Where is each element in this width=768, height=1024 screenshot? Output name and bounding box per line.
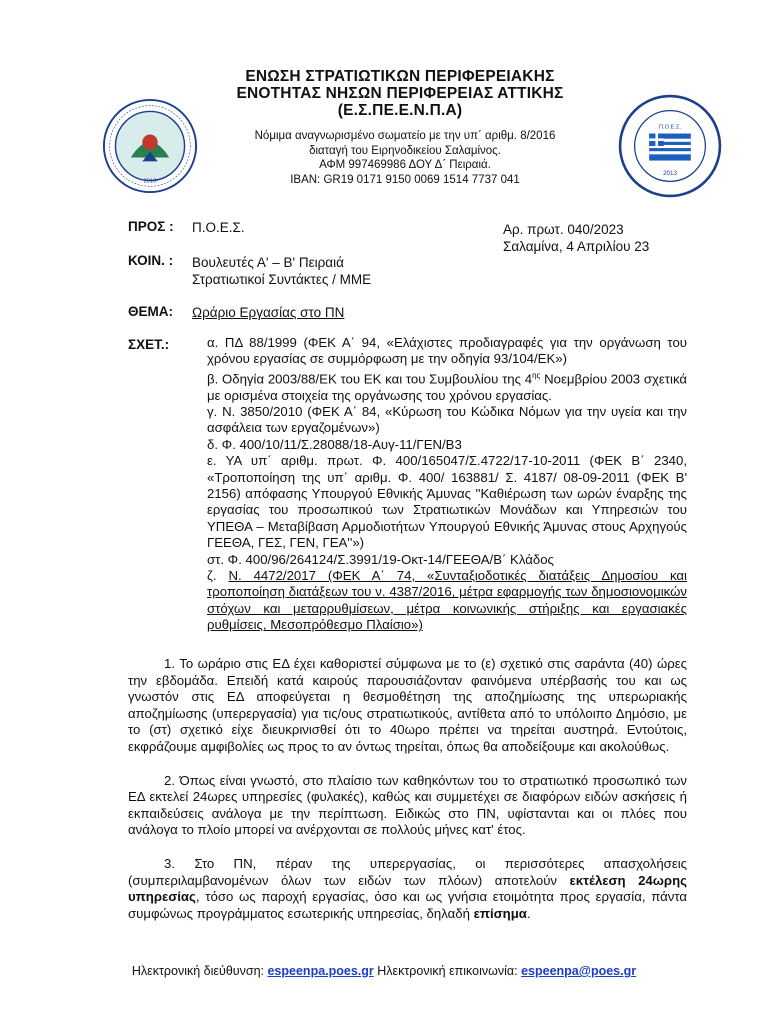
paragraph-2: 2. Όπως είναι γνωστό, στο πλαίσιο των καθηκόντων του το στρατιωτικό προσωπικό των ΕΔ εκτελεί 24ωρες υπηρεσίες (φυλακές), καθώς και συμμετέχει σε διαφόρων ειδών ασκήσεις ή εκπαιδεύσεις ανάλογα με την περίπτωση. Ειδικώς στο ΠΝ, υφίστανται και οι πλόες που ανάλογα το πλοίο μπορεί να ανέρχονται σε πολλούς μήνες κατ' έτος.	[128, 772, 687, 838]
related-label: ΣΧΕΤ.:	[128, 337, 170, 352]
reference-b	[207, 368, 687, 404]
info-line-3: ΑΦΜ 997469986 ΔΟΥ Δ΄ Πειραιά.	[319, 159, 491, 171]
reference-a: α. ΠΔ 88/1999 (ΦΕΚ Α΄ 94, «Ελάχιστες προδιαγραφές για την οργάνωση του χρόνου εργασίας σε συμμόρφωση με την οδηγία 93/104/ΕΚ»)	[207, 335, 687, 367]
references-list	[207, 335, 687, 634]
reference-g-prefix: ζ.	[207, 568, 229, 584]
logo-right-year: 2013	[663, 170, 677, 178]
reference-b-pre: β. Οδηγία 2003/88/ΕΚ του ΕΚ και του Συμβουλίου της 4	[207, 371, 533, 387]
reference-d: δ. Φ. 400/10/11/Σ.28088/18-Αυγ-11/ΓΕΝ/Β3	[207, 436, 462, 452]
info-line-4: IBAN: GR19 0171 9150 0069 1514 7737 041	[290, 173, 520, 186]
paragraph-1: 1. Το ωράριο στις ΕΔ έχει καθοριστεί σύμφωνα με το (ε) σχετικό στις σαράντα (40) ώρες την εβδομάδα. Επειδή κατά καιρούς παρουσιάζονταν φαινόμενα υπέρβασής του και ως γνωστόν στις ΕΔ αποφεύγεται η θεσμοθέτηση της αποζημίωσης της υπερωριακής αποζημίωσης (υπερεργασία) για τις/ους στρατιωτικούς, αντίθετα από το υπόλοιπο Δημόσιο, με το (στ) σχετικό είχε διευκρινισθεί ότι το 40ωρο πρέπει να τηρείται αυστηρά. Εντούτοις, εκφράζουμε αμφιβολίες ως προς το αν όντως τηρείται, όπως θα αποδείξουμε και ακολούθως.	[128, 656, 687, 754]
protocol-number: Αρ. πρωτ. 040/2023	[503, 222, 624, 237]
cc-label: ΚΟΙΝ. :	[128, 253, 174, 268]
organization-info	[190, 129, 620, 187]
to-value: Π.Ο.Ε.Σ.	[192, 220, 245, 235]
reference-e: ε. ΥΑ υπ΄ αριθμ. πρωτ. Φ. 400/165047/Σ.4722/17-10-2011 (ΦΕΚ Β΄ 2340, «Τροποποίηση της υπ΄ αριθμ. Φ. 400/ 163881/ Σ. 4187/ 08-09-2011 (ΦΕΚ Β' 2156) απόφασης Υπουργού Εθνικής Άμυνας ''Καθιέρωση των ωρών έναρξης της εργασίας του προσωπικού των Στρατιωτικών Μονάδων και Υπηρεσιών του ΥΠΕΘΑ – Μεταβίβαση Αρμοδιοτήτων Υπουργού Εθνικής Άμυνας στους Αρχηγούς ΓΕΕΘΑ, ΓΕΣ, ΓΕΝ, ΓΕΑ''»)	[207, 453, 687, 551]
paragraph-3-a: 3. Στο ΠΝ, πέραν της υπερεργασίας, οι περισσότερες απασχολήσεις (συμπεριλαμβανομένων όλων των ειδών των πλόων) αποτελούν	[128, 855, 687, 888]
paragraph-3-bold-2: επίσημα	[473, 905, 527, 921]
cc-line-2: Στρατιωτικοί Συντάκτες / ΜΜΕ	[192, 272, 372, 287]
title-line-1: ΕΝΩΣΗ ΣΤΡΑΤΙΩΤΙΚΩΝ ΠΕΡΙΦΕΡΕΙΑΚΗΣ	[245, 68, 555, 85]
poes-federation-seal-icon	[618, 94, 722, 198]
espeenpa-seal-icon	[102, 98, 198, 194]
reference-f: στ. Φ. 400/96/264124/Σ.3991/19-Οκτ-14/ΓΕΕΘΑ/Β΄ Κλάδος	[207, 551, 554, 567]
reference-g-text: Ν. 4472/2017 (ΦΕΚ Α΄ 74, «Συνταξιοδοτικές διατάξεις Δημοσίου και τροποποίηση διατάξεων του ν. 4387/2016, μέτρα εφαρμογής των δημοσιονομικών στόχων και μεταρρυθμίσεων, μέτρα κοινωνικής στήριξης και εργασιακές ρυθμίσεις, Μεσοπρόθεσμο Πλαίσιο»)	[207, 568, 687, 633]
info-line-1: Νόμιμα αναγνωρισμένο σωματείο με την υπ΄ αριθμ. 8/2016	[254, 130, 556, 142]
footer-email-link[interactable]: espeenpa@poes.gr	[521, 964, 637, 978]
reference-b-sup: ης	[532, 370, 541, 380]
organization-title	[190, 68, 610, 119]
paragraph-3-c: , τόσο ως παροχή εργασίας, όσο και ως γνήσια ετοιμότητα προς εργασία, πάντα συμφώνως προγράμματος εσωτερικής υπηρεσίας, δηλαδή	[128, 889, 687, 921]
logo-left-year: 2016	[143, 178, 157, 185]
cc-line-1: Βουλευτές Α' – Β' Πειραιά	[192, 255, 344, 270]
reference-c: γ. Ν. 3850/2010 (ΦΕΚ Α΄ 84, «Κύρωση του Κώδικα Νόμων για την υγεία και την ασφάλεια των εργαζομένων»)	[207, 404, 687, 436]
paragraph-3	[128, 856, 687, 922]
info-line-2: διαταγή του Ειρηνοδικείου Σαλαμίνος.	[309, 144, 501, 157]
footer	[0, 964, 768, 978]
reference-b-post: Νοεμβρίου 2003 σχετικά με ορισμένα στοιχεία της οργάνωσης του χρόνου εργασίας.	[207, 371, 687, 403]
footer-website-link[interactable]: espeenpa.poes.gr	[267, 964, 374, 978]
footer-contact-label: Ηλεκτρονική επικοινωνία:	[377, 964, 518, 978]
paragraph-3-bold-1: εκτέλεση 24ωρης υπηρεσίας	[128, 872, 687, 905]
footer-website-label: Ηλεκτρονική διεύθυνση:	[131, 964, 264, 978]
paragraph-3-e: .	[526, 905, 531, 921]
subject-label: ΘΕΜΑ:	[128, 304, 173, 319]
to-label: ΠΡΟΣ :	[128, 219, 174, 234]
letter-body	[128, 656, 687, 939]
title-line-3: (Ε.Σ.ΠΕ.Ε.Ν.Π.Α)	[337, 102, 463, 119]
subject-value: Ωράριο Εργασίας στο ΠΝ	[192, 305, 345, 320]
title-line-2: ΕΝΟΤΗΤΑΣ ΝΗΣΩΝ ΠΕΡΙΦΕΡΕΙΑΣ ΑΤΤΙΚΗΣ	[236, 85, 564, 102]
reference-g	[207, 568, 687, 634]
place-date: Σαλαμίνα, 4 Απριλίου 23	[503, 239, 650, 254]
logo-right-label: Π.Ο.Ε.Σ.	[658, 124, 682, 131]
